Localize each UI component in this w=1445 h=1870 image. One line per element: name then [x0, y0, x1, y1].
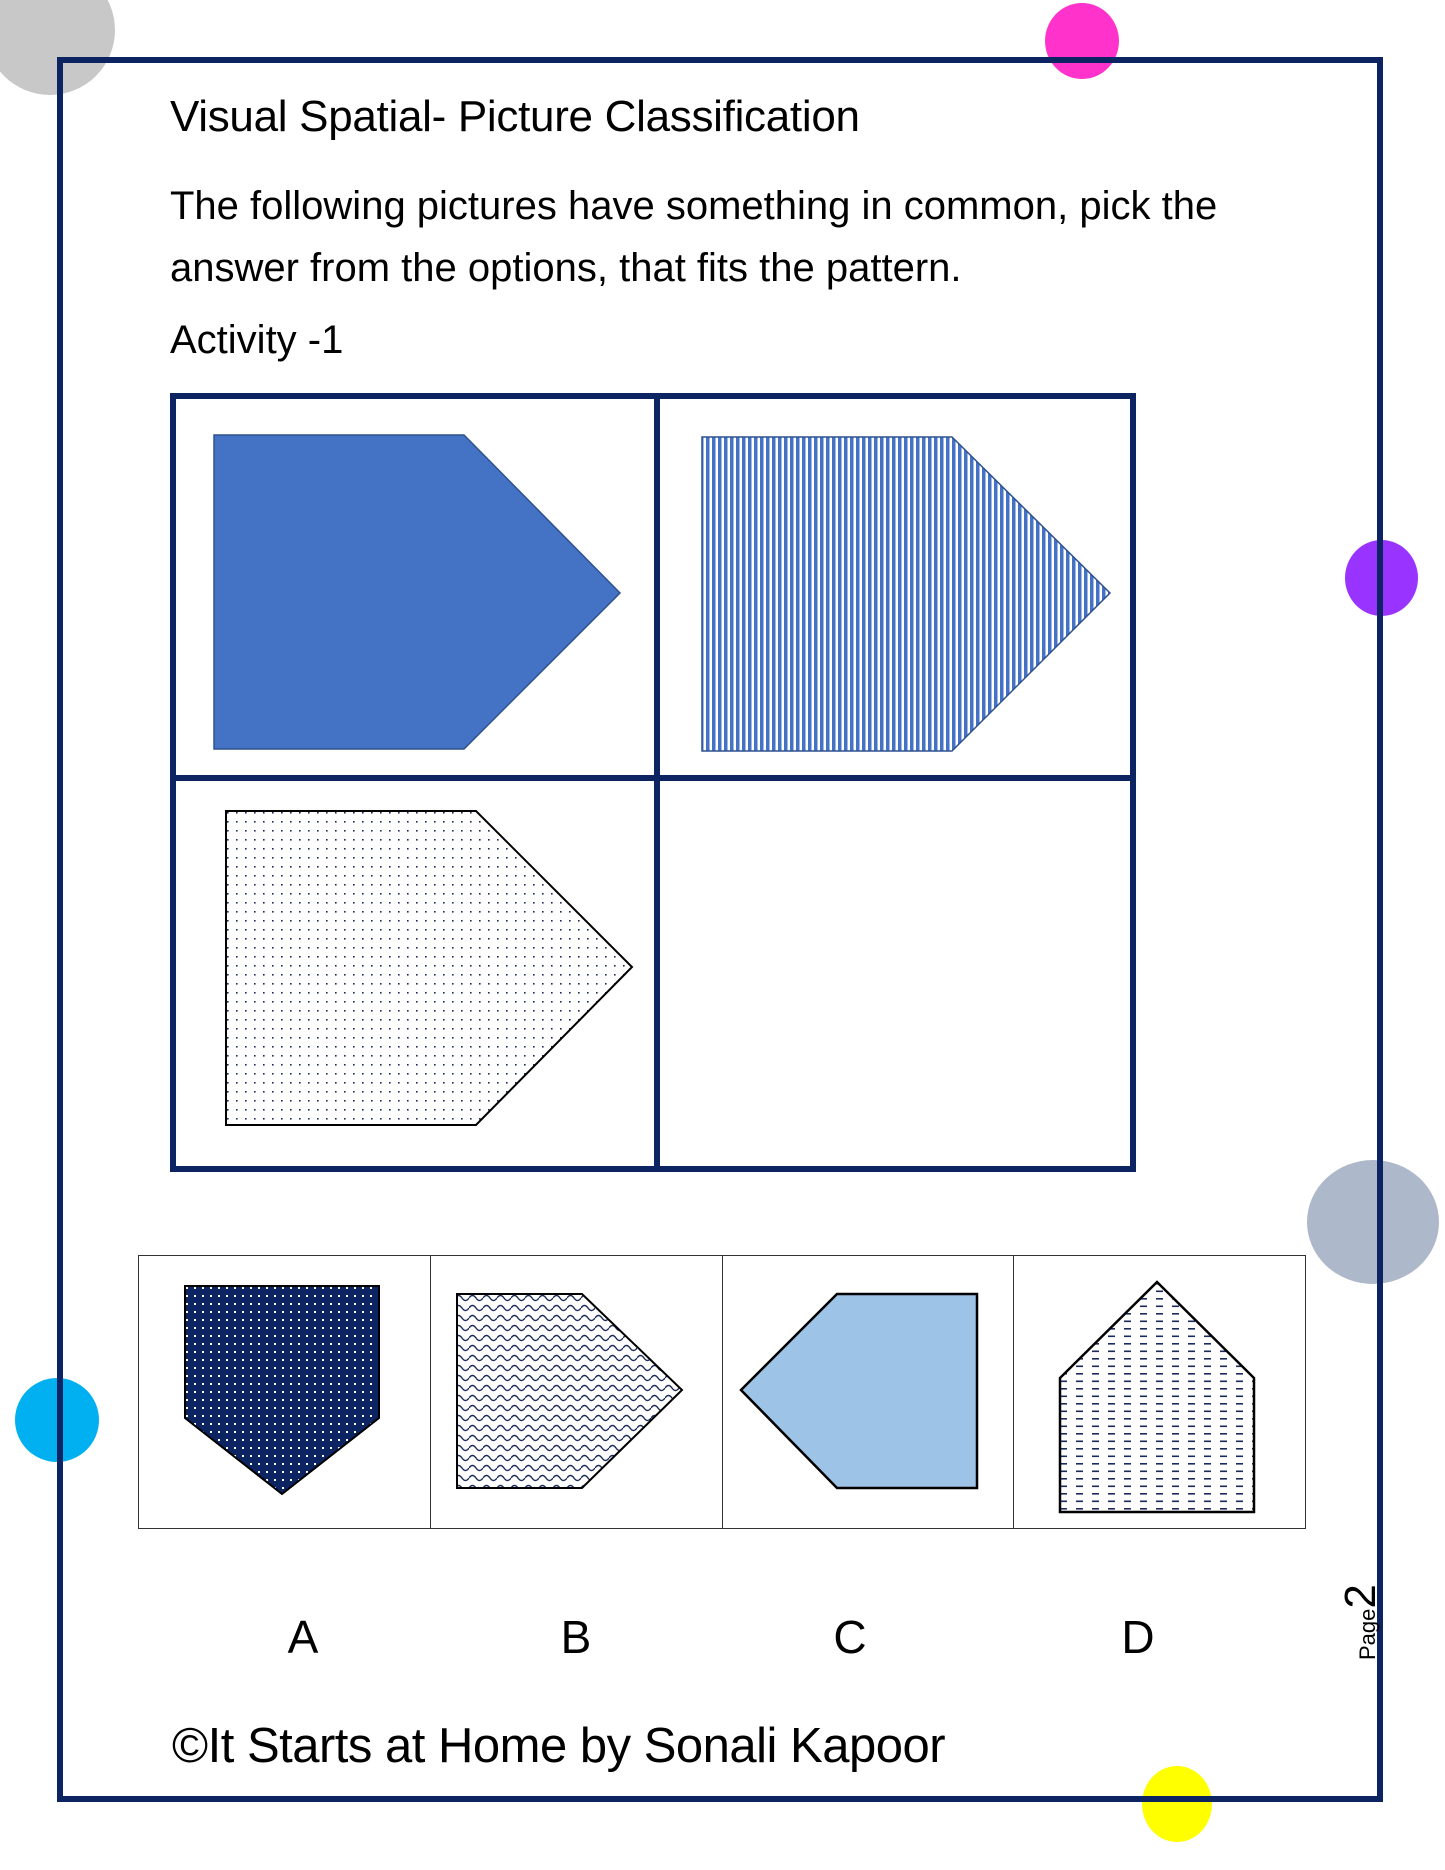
option-c-shape — [739, 1292, 979, 1492]
option-b-label: B — [560, 1611, 592, 1663]
page-number-value: 2 — [1336, 1584, 1385, 1609]
page-number — [1336, 1584, 1386, 1660]
option-a-shape — [183, 1284, 383, 1498]
activity-label: Activity -1 — [170, 318, 344, 362]
option-d-label: D — [1121, 1611, 1155, 1663]
option-d[interactable] — [1014, 1256, 1305, 1528]
option-c-label: C — [833, 1611, 867, 1663]
option-d-shape — [1058, 1280, 1258, 1516]
option-c[interactable] — [723, 1256, 1015, 1528]
grid-cell-top-right-shape — [700, 435, 1120, 755]
answer-options — [138, 1255, 1306, 1529]
option-a[interactable] — [139, 1256, 431, 1528]
grid-cell-bottom-left-shape — [224, 809, 644, 1139]
option-a-label: A — [287, 1611, 319, 1663]
grid-divider-horizontal — [176, 775, 1130, 781]
page-title: Visual Spatial- Picture Classification — [170, 92, 860, 141]
instructions-text: The following pictures have something in common, pick the answer from the options, that fits the pattern. — [170, 184, 1218, 290]
grid-cell-top-left-shape — [212, 433, 632, 753]
option-b-shape — [455, 1292, 685, 1492]
grid-divider-vertical — [654, 399, 660, 1166]
page-label: Page — [1355, 1608, 1380, 1660]
option-b[interactable] — [431, 1256, 723, 1528]
copyright-footer: ©It Starts at Home by Sonali Kapoor — [172, 1719, 946, 1773]
puzzle-grid — [170, 393, 1136, 1172]
